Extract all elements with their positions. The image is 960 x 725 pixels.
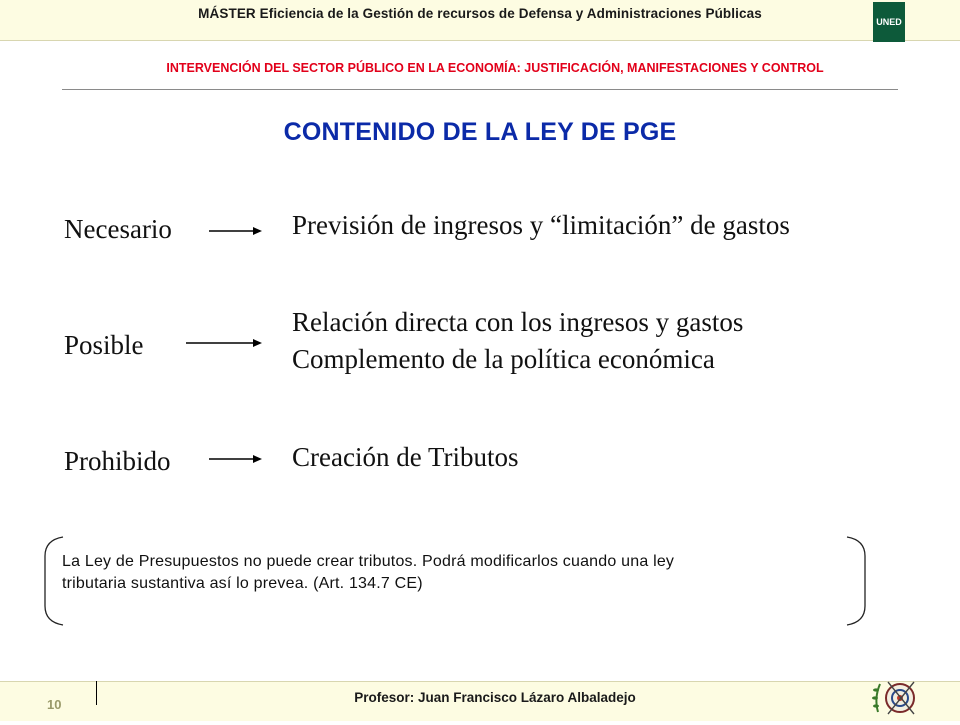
row-desc-posible-1: Relación directa con los ingresos y gastos — [292, 307, 744, 337]
uned-logo-text: UNED — [876, 17, 902, 27]
university-crest-icon — [870, 668, 922, 720]
row-desc-necesario: Previsión de ingresos y “limitación” de gastos — [292, 210, 790, 240]
row-label-necesario: Necesario — [64, 214, 172, 244]
arrow-right-icon — [209, 452, 263, 466]
arrow-right-icon — [186, 336, 263, 350]
row-label-posible: Posible — [64, 330, 144, 360]
master-title: MÁSTER Eficiencia de la Gestión de recursos de Defensa y Administraciones Públicas — [198, 6, 762, 21]
header-divider — [62, 89, 898, 90]
row-desc-prohibido: Creación de Tributos — [292, 442, 519, 472]
note-line-1: La Ley de Presupuestos no puede crear tributos. Podrá modificarlos cuando una ley — [62, 553, 675, 570]
note-text — [62, 551, 862, 595]
note-line-2: tributaria sustantiva así lo prevea. (Art. 134.7 CE) — [62, 575, 423, 592]
professor-name: Profesor: Juan Francisco Lázaro Albaladejo — [354, 690, 636, 705]
slide-heading: CONTENIDO DE LA LEY DE PGE — [283, 118, 677, 146]
row-label-prohibido: Prohibido — [64, 446, 171, 476]
arrow-right-icon — [209, 224, 263, 238]
row-desc-posible-2: Complemento de la política económica — [292, 344, 715, 374]
page-number: 10 — [47, 697, 62, 712]
uned-logo — [873, 2, 905, 42]
subtitle: INTERVENCIÓN DEL SECTOR PÚBLICO EN LA ECONOMÍA: JUSTIFICACIÓN, MANIFESTACIONES Y CONTROL — [166, 61, 824, 75]
